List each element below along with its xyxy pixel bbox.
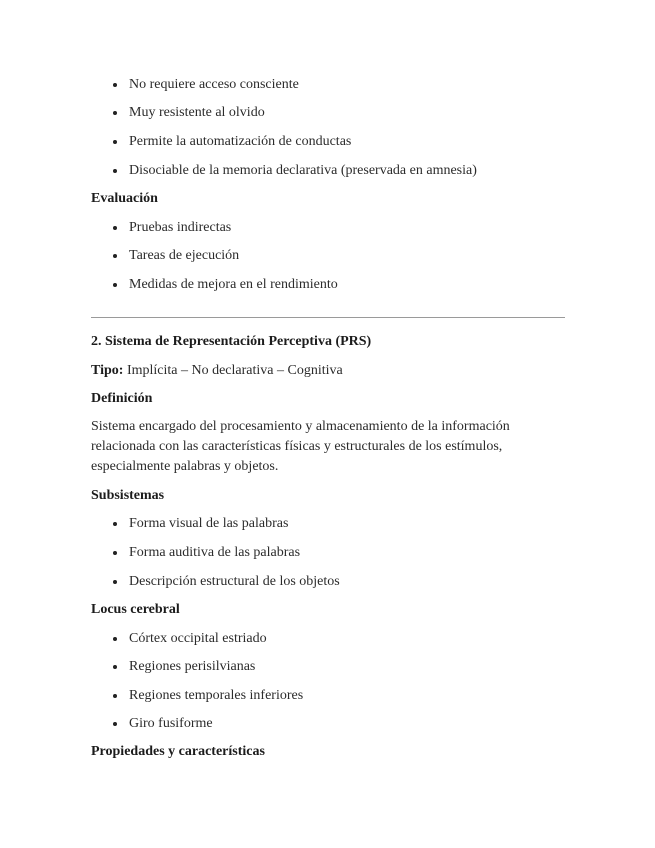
list-item: Regiones perisilvianas <box>129 659 256 674</box>
locus-heading: Locus cerebral <box>91 602 180 617</box>
list-item: Tareas de ejecución <box>129 248 240 263</box>
list-item: Forma auditiva de las palabras <box>129 545 301 560</box>
list-item: Muy resistente al olvido <box>129 105 265 120</box>
tipo-value: Implícita – No declarativa – Cognitiva <box>123 363 343 378</box>
list-item: Disociable de la memoria declarativa (preservada en amnesia) <box>129 163 477 178</box>
tipo-line <box>91 362 343 380</box>
list-item: Pruebas indirectas <box>129 220 232 235</box>
section-title: 2. Sistema de Representación Perceptiva (PRS) <box>91 334 372 349</box>
definicion-paragraph: Sistema encargado del procesamiento y almacenamiento de la información relacionada con las características físicas y estructurales de los estímulos, especialmente palabras y objetos. <box>91 419 510 474</box>
list-item: Descripción estructural de los objetos <box>129 574 340 589</box>
list-item: Córtex occipital estriado <box>129 631 267 646</box>
list-item: No requiere acceso consciente <box>129 77 299 92</box>
evaluacion-heading: Evaluación <box>91 191 158 206</box>
list-item: Medidas de mejora en el rendimiento <box>129 277 338 292</box>
tipo-label: Tipo: <box>91 363 124 378</box>
list-item: Forma visual de las palabras <box>129 516 289 531</box>
propiedades-heading: Propiedades y características <box>91 744 265 759</box>
subsistemas-heading: Subsistemas <box>91 488 165 503</box>
list-item: Giro fusiforme <box>129 716 213 731</box>
list-item: Regiones temporales inferiores <box>129 688 304 703</box>
definicion-heading: Definición <box>91 391 153 406</box>
section-divider <box>91 317 565 318</box>
list-item: Permite la automatización de conductas <box>129 134 352 149</box>
